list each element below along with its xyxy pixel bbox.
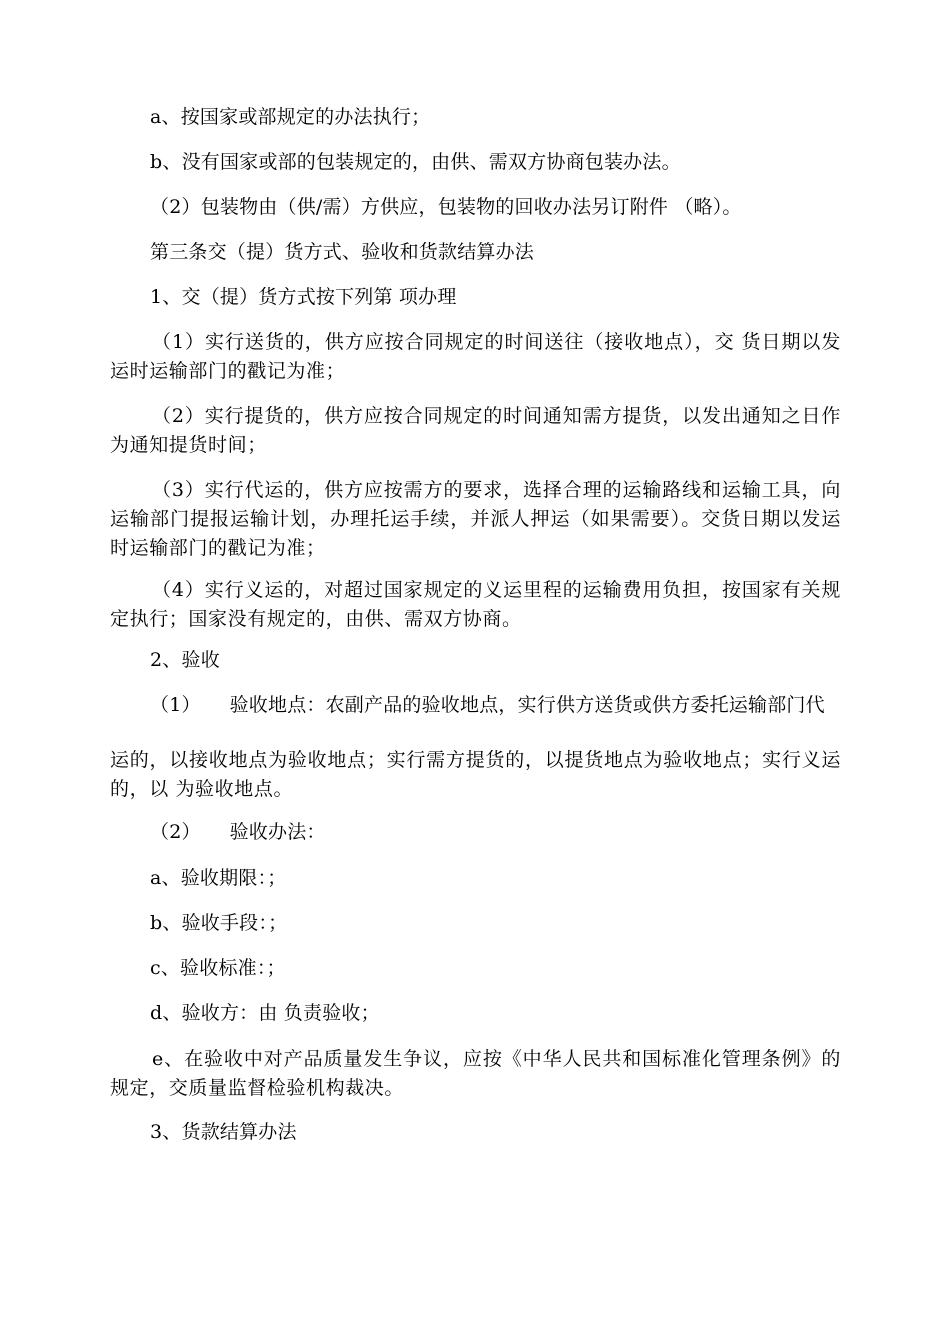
article-three-heading: 第三条交（提）货方式、验收和货款结算办法 xyxy=(150,241,535,263)
delivery-option-3: （3）实行代运的，供方应按需方的要求，选择合理的运输路线和运输工具，向运输部门提报运输计划，办理托运手续，并派人押运（如果需要）。交货日期以发运时运输部门的戳记为准； xyxy=(110,479,841,559)
delivery-option-4: （4）实行义运的，对超过国家规定的义运里程的运输费用负担，按国家有关规定执行；国家没有规定的，由供、需双方协商。 xyxy=(110,579,841,630)
clause-a-national-rules: a、按国家或部规定的办法执行； xyxy=(150,106,431,128)
clause-packaging-supply: （2）包装物由（供/需）方供应，包装物的回收办法另订附件 （略）。 xyxy=(150,196,742,218)
delivery-option-1: （1）实行送货的，供方应按合同规定的时间送往（接收地点），交 货日期以发运时运输部门的戳记为准； xyxy=(110,331,841,382)
inspection-period: a、验收期限：； xyxy=(150,867,287,889)
delivery-method-intro: 1、交（提）货方式按下列第 项办理 xyxy=(150,286,457,308)
inspection-heading: 2、验收 xyxy=(150,649,220,671)
payment-settlement-heading: 3、货款结算办法 xyxy=(150,1121,297,1143)
inspection-party: d、验收方：由 负责验收； xyxy=(150,1002,380,1024)
inspection-location-line1: （1） 验收地点：农副产品的验收地点，实行供方送货或供方委托运输部门代 xyxy=(150,694,825,716)
inspection-method-heading: （2） 验收办法： xyxy=(150,821,326,843)
inspection-standard: c、验收标准：； xyxy=(150,957,286,979)
delivery-option-2: （2）实行提货的，供方应按合同规定的时间通知需方提货，以发出通知之日作为通知提货时间； xyxy=(110,405,841,456)
clause-b-negotiated-packaging: b、没有国家或部的包装规定的，由供、需双方协商包装办法。 xyxy=(150,151,681,173)
quality-dispute-clause: e、在验收中对产品质量发生争议，应按《中华人民共和国标准化管理条例》的规定，交质量监督检验机构裁决。 xyxy=(110,1048,841,1099)
inspection-means: b、验收手段：； xyxy=(150,912,288,934)
inspection-location-rest: 运的，以接收地点为验收地点；实行需方提货的，以提货地点为验收地点；实行义运的，以 为验收地点。 xyxy=(110,749,841,800)
